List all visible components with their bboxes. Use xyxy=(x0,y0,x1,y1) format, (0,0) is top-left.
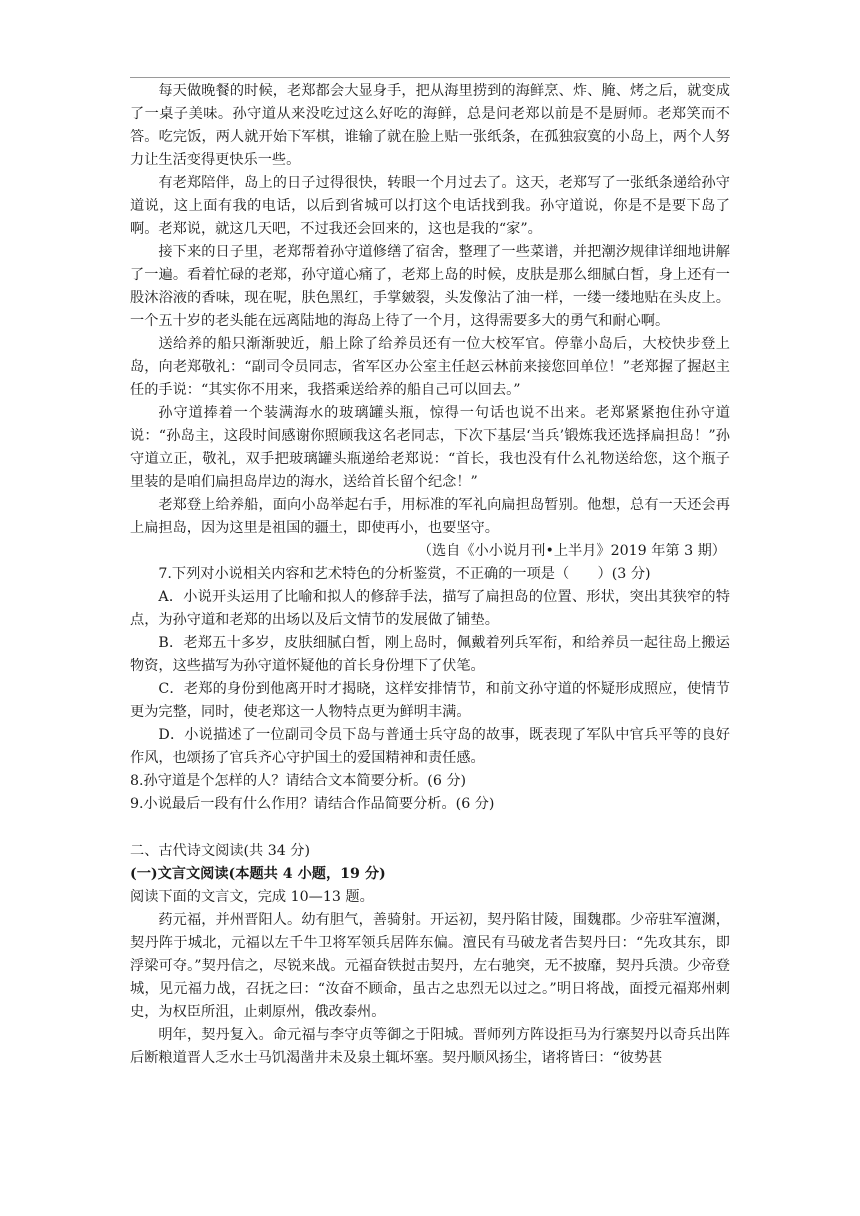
passage-paragraph-1: 每天做晚餐的时候，老郑都会大显身手，把从海里捞到的海鲜烹、炸、腌、烤之后，就变成了一桌子美味。孙守道从来没吃过这么好吃的海鲜，总是问老郑以前是不是厨师。老郑笑而不答。吃完饭，两人就开始下军棋，谁输了就在脸上贴一张纸条，在孤独寂寞的小岛上，两个人努力让生活变得更快乐一些。 xyxy=(130,83,730,168)
passage-paragraph-3: 接下来的日子里，老郑帮着孙守道修缮了宿舍，整理了一些菜谱，并把潮汐规律详细地讲解了一遍。看着忙碌的老郑，孙守道心痛了，老郑上岛的时候，皮肤是那么细腻白皙，身上还有一股沐浴液的香味，现在呢，肤色黑红，手掌皴裂，头发像沾了油一样，一缕一缕地贴在头皮上。一个五十岁的老头能在远离陆地的海岛上待了一个月，这得需要多大的勇气和耐心啊。 xyxy=(130,244,730,329)
question-9: 9.小说最后一段有什么作用？请结合作品简要分析。(6 分) xyxy=(130,796,495,812)
passage-paragraph-4: 送给养的船只渐渐驶近，船上除了给养员还有一位大校军官。停靠小岛后，大校快步登上岛，向老郑敬礼：“副司令员同志，省军区办公室主任赵云林前来接您回单位！”老郑握了握赵主任的手说：“其实你不用来，我搭乘送给养的船自己可以回去。” xyxy=(130,336,730,398)
question-8: 8.孙守道是个怎样的人？请结合文本简要分析。(6 分) xyxy=(130,773,467,789)
classical-paragraph-2: 明年，契丹复入。命元福与李守贞等御之于阳城。晋师列方阵设拒马为行寨契丹以奇兵出阵后断粮道晋人乏水士马饥渴凿井未及泉土辄坏塞。契丹顺风扬尘，诸将皆曰：“彼势甚 xyxy=(130,1027,730,1066)
section-2-subheading: (一)文言文阅读(本题共 4 小题，19 分) xyxy=(130,866,386,882)
passage-paragraph-2: 有老郑陪伴，岛上的日子过得很快，转眼一个月过去了。这天，老郑写了一张纸条递给孙守道说，这上面有我的电话，以后到省城可以打这个电话找到我。孙守道说，你是不是要下岛了啊。老郑说，就这几天吧，不过我还会回来的，这也是我的“家”。 xyxy=(130,175,730,237)
question-7-option-a: A．小说开头运用了比喻和拟人的修辞手法，描写了扁担岛的位置、形状，突出其狭窄的特点，为孙守道和老郑的出场以及后文情节的发展做了铺垫。 xyxy=(130,589,730,628)
question-7-option-d: D．小说描述了一位副司令员下岛与普通士兵守岛的故事，既表现了军队中官兵平等的良好作风，也颂扬了官兵齐心守护国土的爱国精神和责任感。 xyxy=(130,727,730,766)
question-7-option-c: C．老郑的身份到他离开时才揭晓，这样安排情节，和前文孙守道的怀疑形成照应，使情节更为完整，同时，使老郑这一人物特点更为鲜明丰满。 xyxy=(130,681,730,720)
passage-paragraph-5: 孙守道捧着一个装满海水的玻璃罐头瓶，惊得一句话也说不出来。老郑紧紧抱住孙守道说：“孙岛主，这段时间感谢你照顾我这名老同志，下次下基层‘当兵’锻炼我还选择扁担岛！”孙守道立正，敬礼，双手把玻璃罐头瓶递给老郑说：“首长，我也没有什么礼物送给您，这个瓶子里装的是咱们扁担岛岸边的海水，送给首长留个纪念！” xyxy=(130,405,730,490)
document-body xyxy=(130,80,730,1070)
section-2-instruction: 阅读下面的文言文，完成 10—13 题。 xyxy=(130,889,374,905)
classical-paragraph-1: 药元福，并州晋阳人。幼有胆气，善骑射。开运初，契丹陷甘陵，围魏郡。少帝驻军澶渊，契丹阵于城北，元福以左千牛卫将军领兵居阵东偏。澶民有马破龙者告契丹曰：“先攻其东，即浮梁可夺。”契丹信之，尽锐来战。元福奋铁挝击契丹，左右驰突，无不披靡，契丹兵溃。少帝登城，见元福力战，召抚之曰：“汝奋不顾命，虽古之忠烈无以过之。”明日将战，面授元福郑州刺史，为权臣所沮，止刺原州，俄改泰州。 xyxy=(130,912,730,1020)
passage-paragraph-6: 老郑登上给养船，面向小岛举起右手，用标准的军礼向扁担岛暂别。他想，总有一天还会再上扁担岛，因为这里是祖国的疆土，即使再小，也要坚守。 xyxy=(130,497,730,536)
passage-source: （选自《小小说月刊•上半月》2019 年第 3 期） xyxy=(417,543,726,559)
question-7-option-b: B．老郑五十多岁，皮肤细腻白皙，刚上岛时，佩戴着列兵军衔，和给养员一起往岛上搬运物资，这些描写为孙守道怀疑他的首长身份埋下了伏笔。 xyxy=(130,635,730,674)
section-spacer xyxy=(130,816,730,840)
question-7-stem: 7.下列对小说相关内容和艺术特色的分析鉴赏，不正确的一项是（ ）(3 分) xyxy=(158,566,651,582)
header-rule xyxy=(130,77,730,78)
section-2-heading: 二、古代诗文阅读(共 34 分) xyxy=(130,843,311,859)
